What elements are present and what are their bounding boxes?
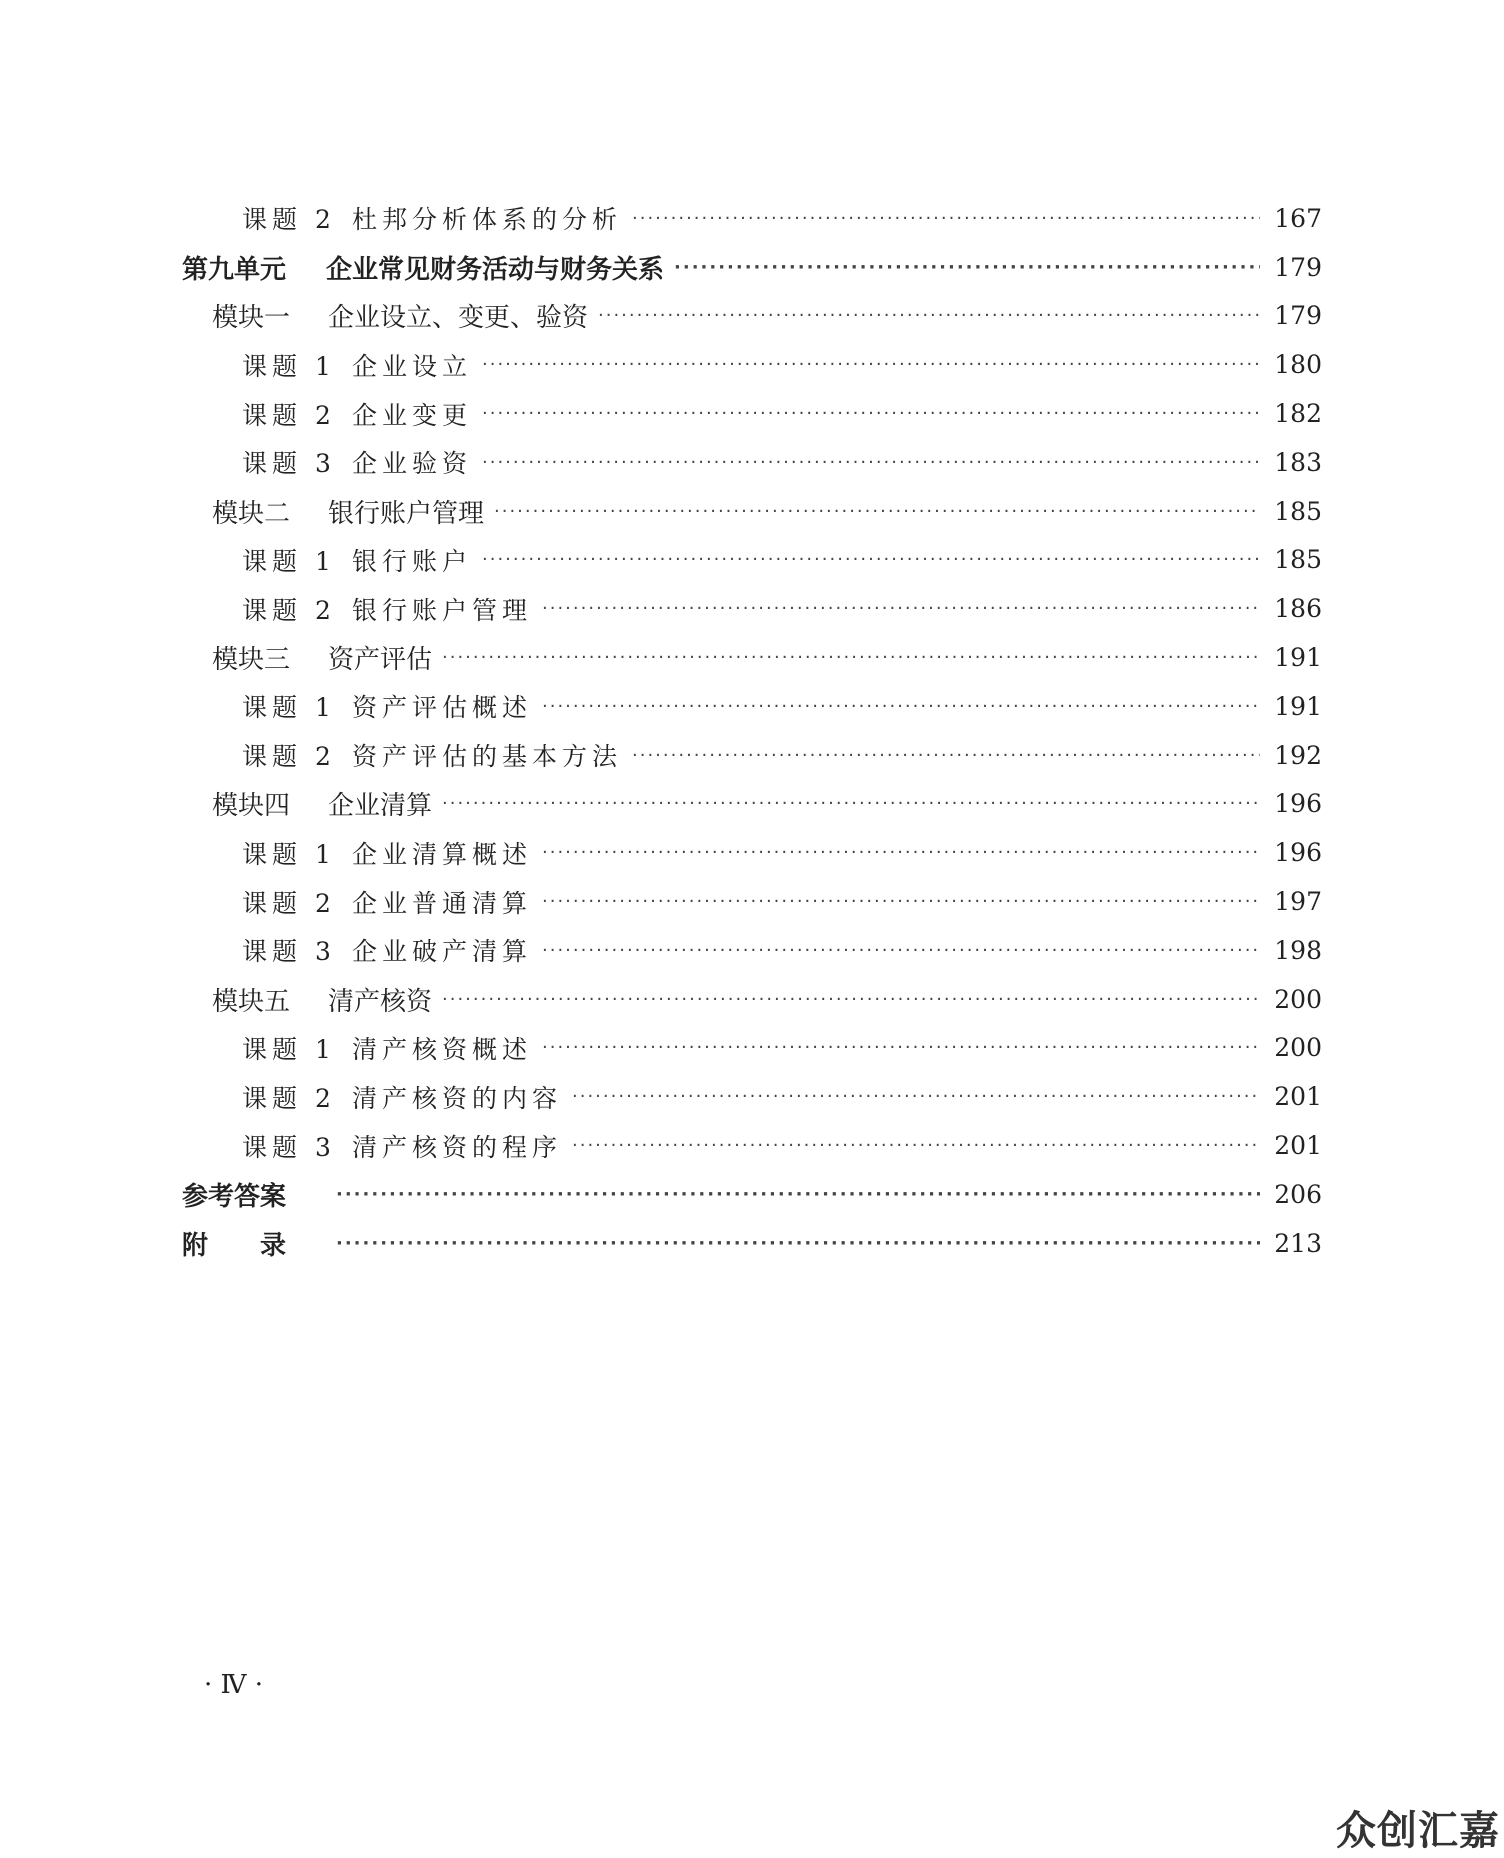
toc-entry-title: 企业清算 [328,791,433,822]
toc-entry-page-number: 180 [1274,350,1322,380]
toc-entry-title: 清产核资 [328,986,433,1017]
toc-entry-prefix: 课题 2 [242,742,336,772]
toc-entry-title: 资产评估的基本方法 [352,742,623,772]
toc-entry-page-number: 206 [1274,1179,1322,1209]
toc-entry-prefix: 课题 2 [242,400,336,430]
dot-leader [572,1135,1260,1156]
dot-leader [542,891,1260,912]
dot-leader [494,501,1260,522]
toc-entry-title: 企业设立 [352,351,473,381]
toc-entry-lesson[interactable] [182,877,1322,926]
dot-leader [336,1233,1260,1254]
dot-leader [542,1037,1260,1058]
dot-leader [542,598,1260,619]
toc-entry-prefix: 课题 2 [242,1083,336,1113]
dot-leader [542,940,1260,961]
toc-entry-module[interactable] [182,780,1322,829]
toc-entry-page-number: 200 [1274,1033,1322,1063]
toc-entry-title: 企业设立、变更、验资 [328,303,589,334]
toc-entry-title: 企业变更 [352,400,473,430]
toc-entry-prefix: 课题 2 [242,888,336,918]
dot-leader [442,989,1260,1010]
toc-entry-title: 资产评估 [328,645,433,676]
dot-leader [598,305,1260,326]
toc-entry-title: 企业常见财务活动与财务关系 [326,254,665,285]
toc-entry-lesson[interactable] [182,389,1322,438]
dot-leader [542,842,1260,863]
dot-leader [482,549,1260,570]
toc-entry-page-number: 196 [1274,838,1322,868]
toc-entry-prefix: 附录 [182,1230,339,1261]
toc-entry-page-number: 213 [1274,1228,1322,1258]
toc-entry-lesson[interactable] [182,584,1322,633]
toc-entry-page-number: 201 [1274,1082,1322,1112]
toc-entry-module[interactable] [182,292,1322,341]
toc-entry-title: 银行账户 [352,546,473,576]
toc-entry-title: 银行账户管理 [352,595,533,625]
toc-entry-unit[interactable] [182,1170,1322,1219]
toc-entry-prefix: 模块一 [212,303,291,334]
toc-entry-prefix: 课题 1 [242,1034,336,1064]
toc-entry-module[interactable] [182,487,1322,536]
toc-entry-title: 企业普通清算 [352,888,533,918]
dot-leader [442,647,1260,668]
toc-entry-lesson[interactable] [182,340,1322,389]
toc-entry-lesson[interactable] [182,828,1322,877]
toc-entry-title: 清产核资概述 [352,1034,533,1064]
toc-entry-prefix: 参考答案 [182,1181,287,1212]
toc-entry-title: 资产评估概述 [352,693,533,723]
toc-entry-module[interactable] [182,633,1322,682]
toc-entry-prefix: 课题 2 [242,595,336,625]
toc-entry-page-number: 186 [1274,594,1322,624]
watermark-logo: 众创汇嘉 [1336,1808,1500,1854]
toc-entry-prefix: 课题 1 [242,351,336,381]
toc-entry-lesson[interactable] [182,682,1322,731]
toc-entry-page-number: 191 [1274,691,1322,721]
dot-leader [572,1086,1260,1107]
toc-entry-lesson[interactable] [182,1121,1322,1170]
toc-entry-prefix: 模块五 [212,986,291,1017]
toc-entry-prefix: 课题 3 [242,449,336,479]
dot-leader [632,745,1260,766]
toc-entry-prefix: 课题 1 [242,839,336,869]
toc-entry-page-number: 197 [1274,887,1322,917]
toc-entry-page-number: 191 [1274,643,1322,673]
toc-entry-prefix: 课题 1 [242,546,336,576]
toc-entry-prefix: 课题 3 [242,1132,336,1162]
dot-leader [542,696,1260,717]
dot-leader [482,452,1260,473]
toc-entry-title: 清产核资的内容 [352,1083,563,1113]
toc-entry-page-number: 183 [1274,447,1322,477]
toc-entry-lesson[interactable] [182,536,1322,585]
toc-entry-page-number: 201 [1274,1131,1322,1161]
toc-entry-page-number: 167 [1274,203,1322,233]
toc-entry-prefix: 模块三 [212,645,291,676]
toc-entry-page-number: 185 [1274,496,1322,526]
toc-entry-prefix: 课题 3 [242,937,336,967]
toc-entry-prefix: 模块二 [212,498,291,529]
toc-entry-lesson[interactable] [182,194,1322,243]
toc-entry-lesson[interactable] [182,1024,1322,1073]
toc-entry-page-number: 185 [1274,545,1322,575]
page-number-footer: · Ⅳ · [204,1670,264,1700]
toc-entry-page-number: 198 [1274,935,1322,965]
dot-leader [336,1184,1260,1205]
toc-entry-lesson[interactable] [182,438,1322,487]
toc-entry-lesson[interactable] [182,1072,1322,1121]
toc-entry-module[interactable] [182,975,1322,1024]
dot-leader [482,403,1260,424]
toc-entry-prefix: 第九单元 [182,254,287,285]
toc-entry-prefix: 课题 1 [242,693,336,723]
toc-entry-page-number: 179 [1274,301,1322,331]
toc-entry-title: 企业验资 [352,449,473,479]
toc-entry-unit[interactable] [182,1219,1322,1268]
toc-entry-prefix: 模块四 [212,791,291,822]
toc-entry-lesson[interactable] [182,731,1322,780]
dot-leader [442,793,1260,814]
toc-entry-page-number: 179 [1274,252,1322,282]
toc-entry-lesson[interactable] [182,926,1322,975]
dot-leader [674,257,1260,278]
toc-entry-page-number: 200 [1274,984,1322,1014]
toc-entry-title: 银行账户管理 [328,498,485,529]
table-of-contents [182,194,1322,1268]
dot-leader [482,354,1260,375]
toc-entry-unit[interactable] [182,243,1322,292]
toc-entry-title: 杜邦分析体系的分析 [352,205,623,235]
toc-entry-title: 企业破产清算 [352,937,533,967]
toc-entry-page-number: 182 [1274,399,1322,429]
toc-entry-page-number: 192 [1274,740,1322,770]
toc-entry-title: 企业清算概述 [352,839,533,869]
dot-leader [632,208,1260,229]
toc-entry-title: 清产核资的程序 [352,1132,563,1162]
toc-entry-prefix: 课题 2 [242,205,336,235]
toc-entry-page-number: 196 [1274,789,1322,819]
